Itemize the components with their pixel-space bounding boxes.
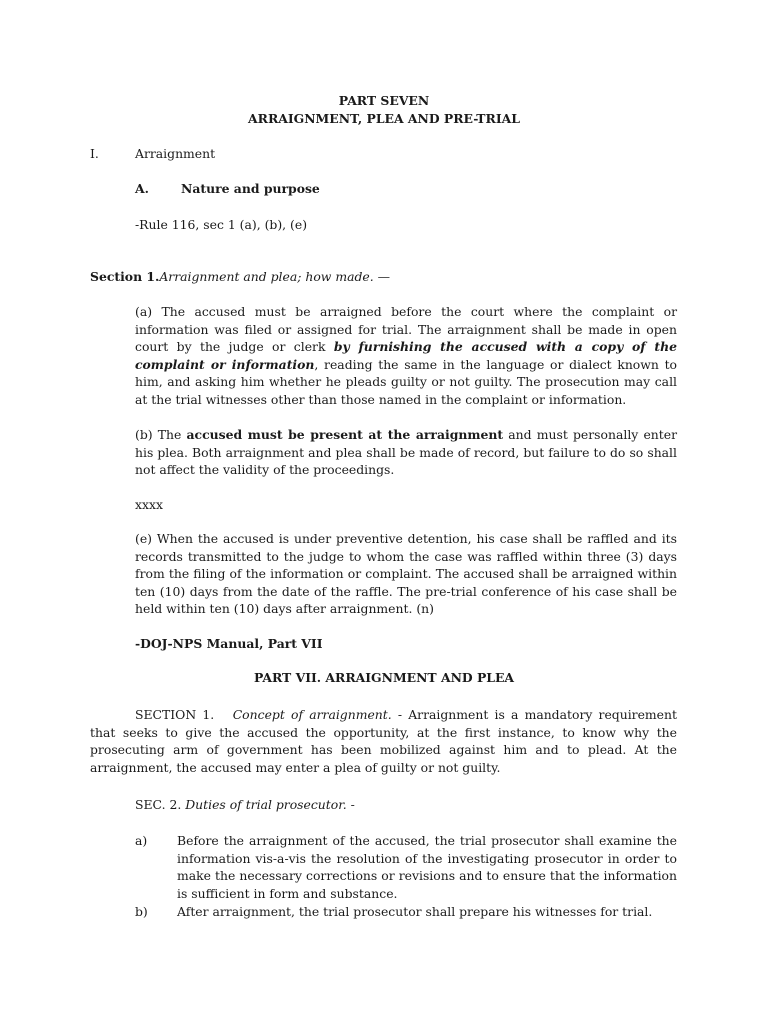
paragraph-b-text-cont: and must personally enter his plea. Both arraignment and plea shall be made of record, but failure to do so shall not affect the validity of the proceedings. <box>135 427 677 477</box>
paragraph-e: (e) When the accused is under preventive detention, his case shall be raffled and its records transmitted to the judge to whom the case was raffled within three (3) days from the filing of the information or complaint. The accused shall be arraigned within ten (10) days from the date of the raffle. The pre-trial conference of his case shall be held within ten (10) days after arraignment. (n) <box>135 531 677 616</box>
rule-reference: -Rule 116, sec 1 (a), (b), (e) <box>135 217 308 232</box>
paragraph-b-emphasis: accused must be present at the arraignment <box>186 427 504 442</box>
duty-b-text: After arraignment, the trial prosecutor shall prepare his witnesses for trial. <box>177 904 653 919</box>
outline-heading: Arraignment <box>135 146 216 161</box>
paragraph-a-emphasis: by furnishing the accused with a copy of the complaint or information <box>135 339 677 372</box>
part-vii-heading: PART VII. ARRAIGNMENT AND PLEA <box>253 670 515 685</box>
paragraph-a-text: (a) The accused must be arraigned before the court where the complaint or information was filed or assigned for trial. The arraignment shall be made in open court by the judge or clerk <box>135 304 677 354</box>
paragraph-a <box>135 303 677 408</box>
part-subtitle: ARRAIGNMENT, PLEA AND PRE-TRIAL <box>248 111 520 126</box>
paragraph-a-text-cont: , reading the same in the language or dialect known to him, and asking him whether he pleads guilty or not guilty. The prosecution may call at the trial witnesses other than those named in the complaint or information. <box>135 356 678 407</box>
duty-a-marker: a) <box>135 833 148 848</box>
section-2-heading <box>135 796 355 814</box>
outline-roman: I. <box>90 146 99 161</box>
section-1-concept <box>90 706 677 776</box>
doj-reference: -DOJ-NPS Manual, Part VII <box>135 636 323 651</box>
paragraph-b-text: (b) The <box>135 427 187 442</box>
section-1-label: SECTION 1. <box>135 707 215 722</box>
section-2-title: Duties of trial prosecutor. - <box>185 797 355 812</box>
section-1-title: Concept of arraignment. <box>232 707 392 722</box>
part-title: PART SEVEN <box>338 93 430 108</box>
section1-heading <box>90 268 390 286</box>
paragraph-b <box>135 426 677 479</box>
outline-sub-heading: Nature and purpose <box>181 181 320 196</box>
ellipsis-marker: xxxx <box>135 497 163 512</box>
section-2-label: SEC. 2. <box>135 797 182 812</box>
duty-b-marker: b) <box>135 904 148 919</box>
duty-a-text: Before the arraignment of the accused, the trial prosecutor shall examine the information vis-a-vis the resolution of the investigating prosecutor in order to make the necessary corrections or revisions and to ensure that the information is sufficient in form and substance. <box>177 833 677 901</box>
section1-title: Arraignment and plea; how made. — <box>159 269 390 284</box>
outline-sub-letter: A. <box>135 181 149 196</box>
section-1-text: - Arraignment is a mandatory requirement that seeks to give the accused the opportunity, at the first instance, to know why the prosecuting arm of government has been mobilized against him and to plead. At the arraignment, the accused may enter a plea of guilty or not guilty. <box>90 707 677 775</box>
section1-label: Section 1. <box>90 269 160 284</box>
